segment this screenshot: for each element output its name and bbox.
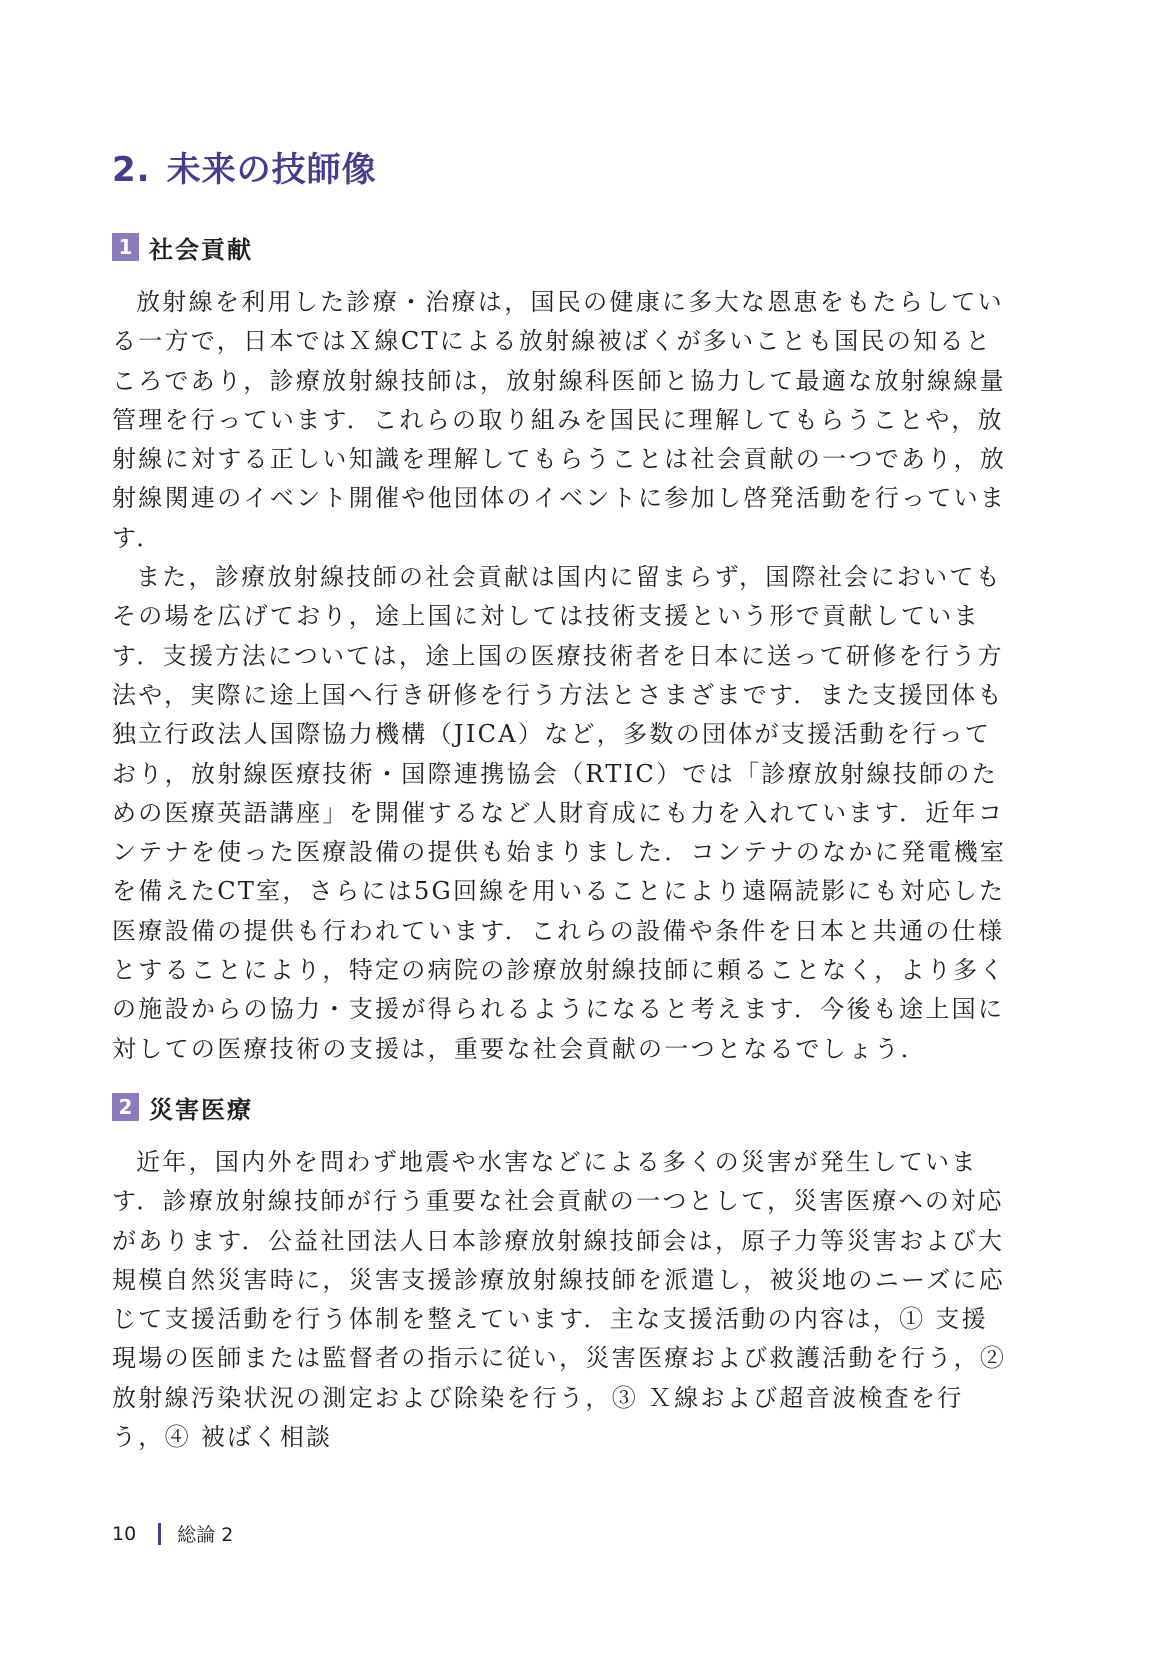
paragraph: また，診療放射線技師の社会貢献は国内に留まらず，国際社会においてもその場を広げており，途上国に対しては技術支援という形で貢献しています．支援方法については，途上国の医療技術者を日本に送って研修を行う方法や，実際に途上国へ行き研修を行う方法とさまざまです．また支援団体も独立行政法人国際協力機構（JICA）など，多数の団体が支援活動を行っており，放射線医療技術・国際連携協会（RTIC）では「診療放射線技師のための医療英語講座」を開催するなど人財育成にも力を入れています．近年コンテナを使った医療設備の提供も始まりました．コンテナのなかに発電機室を備えたCT室，さらには5G回線を用いることにより遠隔読影にも対応した医療設備の提供も行われています．これらの設備や条件を日本と共通の仕様とすることにより，特定の病院の診療放射線技師に頼ることなく，より多くの施設からの協力・支援が得られるようになると考えます．今後も途上国に対しての医療技術の支援は，重要な社会貢献の一つとなるでしょう． xyxy=(112,563,1007,1063)
section-number-badge: 2 xyxy=(112,1093,139,1121)
paragraph: 放射線を利用した診療・治療は，国民の健康に多大な恩恵をもたらしている一方で，日本ではＸ線CTによる放射線被ばくが多いことも国民の知るところであり，診療放射線技師は，放射線科医師と協力して最適な放射線線量管理を行っています．これらの取り組みを国民に理解してもらうことや，放射線に対する正しい知識を理解してもらうことは社会貢献の一つであり，放射線関連のイベント開催や他団体のイベントに参加し啓発活動を行っています． xyxy=(112,288,1007,552)
footer-divider xyxy=(158,1523,161,1545)
chapter-number: 2. xyxy=(112,150,151,190)
section-title: 社会貢献 xyxy=(149,235,253,264)
section-body-disaster-medicine xyxy=(112,1143,1012,1457)
running-title: 総論 2 xyxy=(177,1524,234,1546)
page-number: 10 xyxy=(112,1522,137,1545)
section-title: 災害医療 xyxy=(149,1095,253,1124)
section-number-badge: 1 xyxy=(112,233,139,261)
section-heading-social-contribution xyxy=(112,232,253,262)
section-body-social-contribution xyxy=(112,283,1012,1069)
chapter-title xyxy=(112,142,377,191)
page-footer xyxy=(112,1520,233,1547)
section-heading-disaster-medicine xyxy=(112,1092,253,1122)
chapter-title-text: 未来の技師像 xyxy=(166,150,377,190)
paragraph: 近年，国内外を問わず地震や水害などによる多くの災害が発生しています．診療放射線技師が行う重要な社会貢献の一つとして，災害医療への対応があります．公益社団法人日本診療放射線技師会は，原子力等災害および大規模自然災害時に，災害支援診療放射線技師を派遣し，被災地のニーズに応じて支援活動を行う体制を整えています．主な支援活動の内容は，① 支援現場の医師または監督者の指示に従い，災害医療および救護活動を行う，② 放射線汚染状況の測定および除染を行う，③ Ｘ線および超音波検査を行う，④ 被ばく相談 xyxy=(112,1148,1007,1452)
